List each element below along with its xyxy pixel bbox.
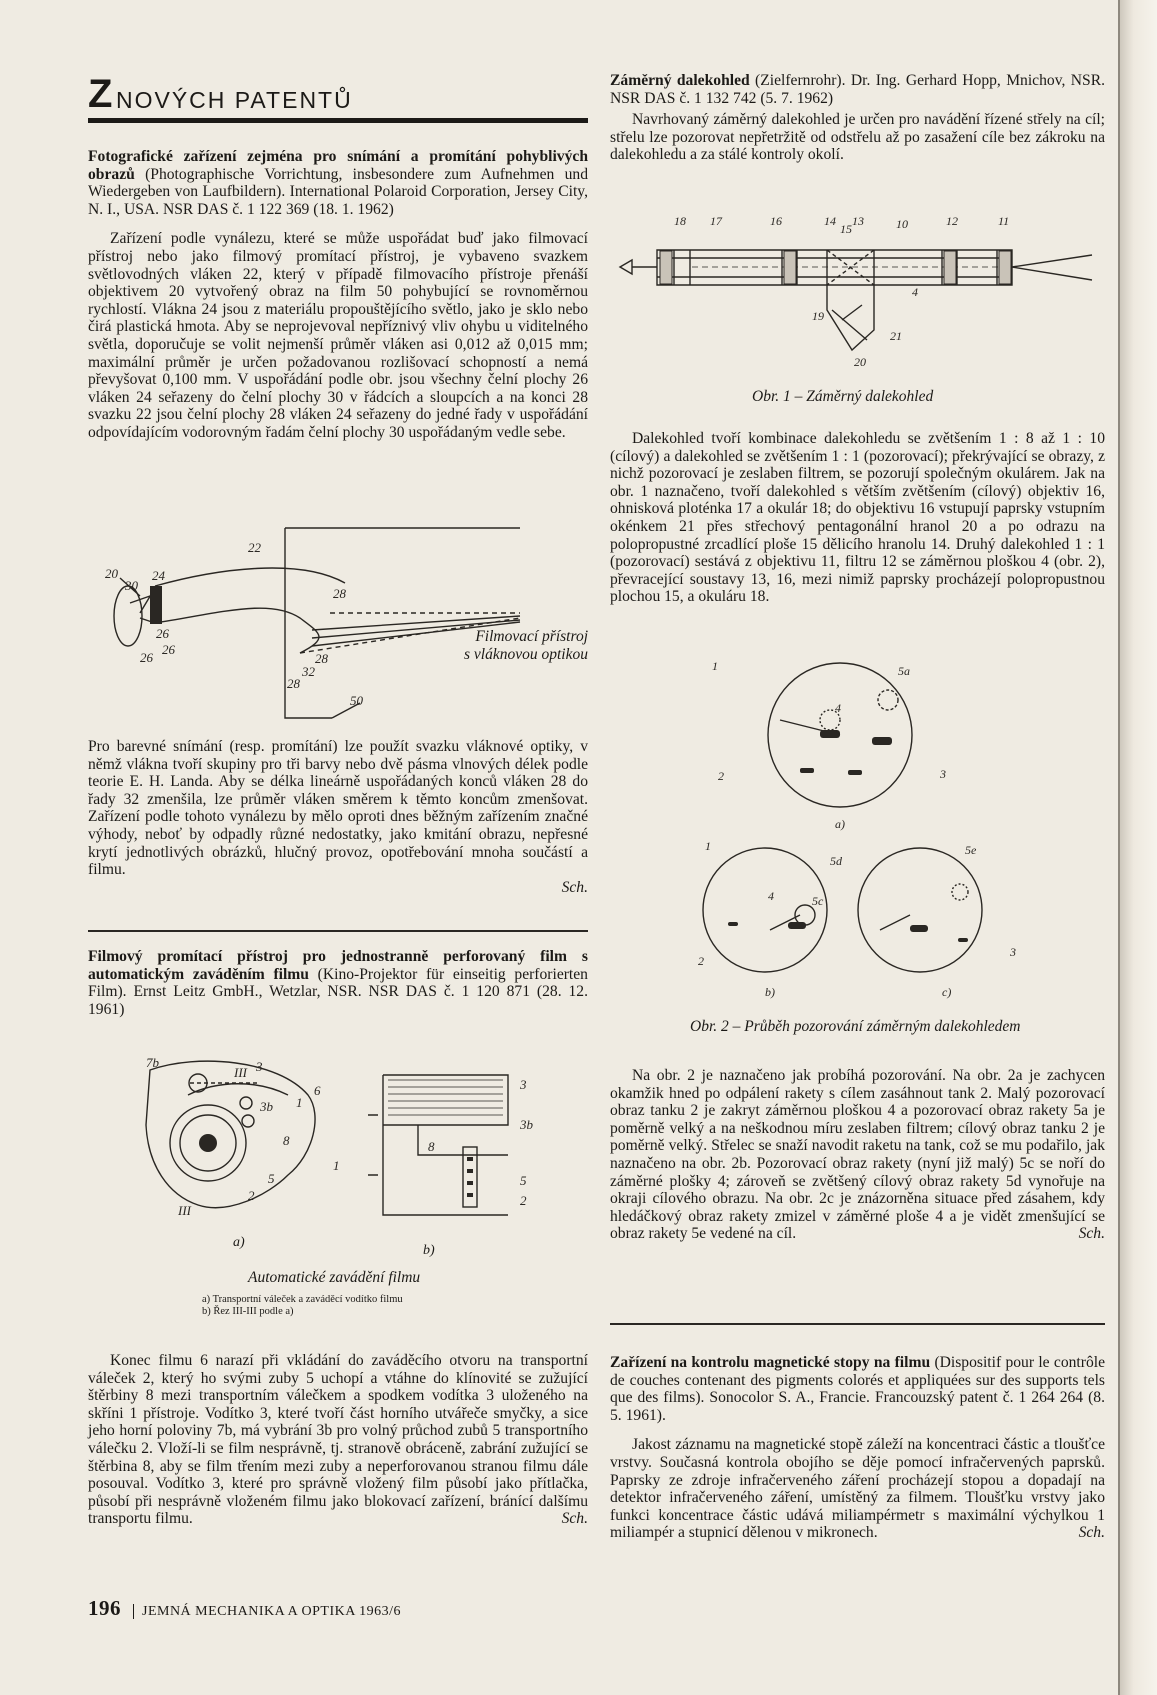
fig2-label: III xyxy=(178,1203,191,1218)
fig2-label: 3b xyxy=(520,1117,533,1132)
figure-sighting-telescope xyxy=(612,210,1107,405)
article-4-title: Zařízení na kontrolu magnetické stopy na filmu xyxy=(610,1354,931,1371)
fig4-label: 1 xyxy=(712,660,718,673)
header-rule xyxy=(88,118,588,123)
article-3-title: Záměrný dalekohled xyxy=(610,72,750,89)
section-header xyxy=(88,70,588,124)
article-3-body-1: Navrhovaný záměrný dalekohled je určen pro navádění řízené střely na cíl; střelu lze pozorovat nepřetržitě od odstřelu až po zasažení cíle bez zákroku na dalekohledu a za stálé kontroly okolí. xyxy=(610,111,1105,164)
fig2-label: III xyxy=(234,1065,247,1080)
fig2-sublabel-a: a) xyxy=(233,1235,245,1250)
article-2-meta: (Kino-Projektor für einseitig perforierten Film). Ernst Leitz GmbH., Wetzlar, NSR. NSR DAS č. 1 120 871 (28. 12. 1961) xyxy=(88,965,588,1018)
fig3-label: 4 xyxy=(912,285,918,299)
fig2-label: 5 xyxy=(268,1171,275,1186)
article-1-body-1: Zařízení podle vynálezu, které se může uspořádat buď jako filmovací přístroj nebo jako filmový promítací přístroj, je vybaveno svazkem světlovodných vláken 22, který v případě filmovacího přístroje přenáší objektivem 20 vytvořený obraz na film 50 pohybující se rovnoměrnou rychlostí. Vlákna 24 jsou z materiálu propouštějícího světlo, jako je sklo nebo čirá plastická hmota. Aby se neprojevoval nepříznivý vliv ohybu u viditelného světla, doporučuje se volit nejmenší průměr vláken asi 0,012 až 0,015 mm; maximální průměr je určen požadovanou rozlišovací schopností a nemá převyšovat 0,100 mm. V uspořádání podle obr. jsou všechny čelní plochy 26 vláken 24 seřazeny do čelní plochy 30 v řádcích a sloupcích a na konci 28 svazku 22 jsou čelní plochy 28 vláken 24 seřazeny do jedné řady v uspořádání odpovídajícím vodorovným řadám čelní plochy 30 uspořádaným vedle sebe. xyxy=(88,230,588,441)
figure-fibre-caption xyxy=(430,628,588,664)
fig3-label: 15 xyxy=(840,222,852,236)
fibre-optics-drawing xyxy=(100,518,590,723)
fig2-label: 8 xyxy=(283,1133,290,1148)
journal-name: JEMNÁ MECHANIKA A OPTIKA 1963/6 xyxy=(142,1604,401,1619)
fig1-label: 26 xyxy=(156,626,169,641)
figure-observation-caption: Obr. 2 – Průběh pozorování záměrným dalekohledem xyxy=(690,1018,1021,1035)
section-title: NOVÝCH PATENTŮ xyxy=(116,87,353,113)
article-2-title: Filmový promítací přístroj pro jednostranně perforovaný film s automatickým zaváděním filmu xyxy=(88,948,588,983)
fig3-label: 20 xyxy=(854,355,866,369)
fibre-end-face xyxy=(150,586,162,624)
article-3-body-2-wrap xyxy=(610,430,1105,606)
page-edge-binding xyxy=(1118,0,1157,1695)
fig1-label: 32 xyxy=(302,664,315,679)
article-2-head xyxy=(88,948,588,1018)
fig3-label: 17 xyxy=(710,214,722,228)
fig2-label: 1 xyxy=(333,1158,340,1173)
fig2-label: 3 xyxy=(520,1077,527,1092)
article-3-head xyxy=(610,72,1105,164)
fig3-label: 21 xyxy=(890,329,902,343)
article-3-sign: Sch. xyxy=(1078,1225,1105,1243)
fig1-label: 30 xyxy=(125,578,138,593)
fig4-label: 2 xyxy=(718,769,724,783)
fig1-label: 20 xyxy=(105,566,118,581)
article-separator xyxy=(610,1323,1105,1325)
figure-telescope-caption: Obr. 1 – Záměrný dalekohled xyxy=(752,388,934,405)
article-1-title: Fotografické zařízení zejména pro snímání a promítání pohyblivých obrazů xyxy=(88,148,588,183)
article-4-meta: (Dispositif pour le contrôle de couches contenant des pigments colorés et appliquées sur des supports tels que des films). Sonocolor S. A., Francie. Francouzský patent č. 1 264 264 (8. 5. 1961). xyxy=(610,1354,1105,1424)
page-number: 196 xyxy=(88,1596,121,1620)
fig4-label: 5c xyxy=(812,894,824,908)
figure-threading-caption: Automatické zavádění filmu xyxy=(248,1269,421,1286)
fig2-label: 6 xyxy=(314,1083,321,1098)
fig2-label: 5 xyxy=(520,1173,527,1188)
article-2-sign: Sch. xyxy=(561,1510,588,1528)
fig1-label: 50 xyxy=(350,693,363,708)
article-3-body-2: Dalekohled tvoří kombinace dalekohledu se zvětšením 1 : 8 až 1 : 10 (cílový) a dalekohled se zvětšením 1 : 1 (pozorovací); překrývající se obrazy, z nichž pozorovací je zeslaben filtrem, se pozorují společným okulárem. Jak na obr. 1 naznačeno, tvoří dalekohled s větším zvětšením (cílový) objektiv 16, ohnisková ploténka 17 a okulár 18; do objektivu 16 vstupují paprsky vstupním okénkem 21 přes střechový pentagonální hranol 20 a po odrazu na polopropustné zrcadlící ploše 15 dělicího hranolu 14. Druhý dalekohled 1 : 1 (pozorovací) sestává z objektivu 11, filtru 12 se záměrnou ploškou 4 (obr. 2), převracející soustavy 13, 16, mezi nimiž paprsky procházejí polopropustnou plochou 15, a okuláru 18. xyxy=(610,430,1105,606)
fig4-label: 3 xyxy=(940,767,946,781)
fig3-label: 19 xyxy=(812,309,824,323)
telescope-drawing xyxy=(612,210,1107,370)
fig3-label: 18 xyxy=(674,214,686,228)
fig4-label: 4 xyxy=(768,889,774,903)
article-4 xyxy=(610,1354,1105,1542)
fig2-label: 1 xyxy=(296,1095,303,1110)
fig2-label: 3b xyxy=(260,1099,273,1114)
article-separator xyxy=(88,930,588,932)
fig4-label: 2 xyxy=(698,954,704,968)
fig2-label: 3 xyxy=(256,1059,263,1074)
figure-observation-sequence xyxy=(640,660,1080,1040)
fig4-label: b) xyxy=(765,985,775,999)
fig2-label: 2 xyxy=(520,1193,527,1208)
fig1-label: 26 xyxy=(140,650,153,665)
fig3-label: 10 xyxy=(896,217,908,231)
subcaption-b: b) Řez III-III podle a) xyxy=(202,1306,294,1317)
fig4-label: 5a xyxy=(898,664,910,678)
caption-line: Filmovací přístroj xyxy=(475,628,588,645)
fig3-label: 16 xyxy=(770,214,782,228)
observation-drawing xyxy=(640,660,1080,1010)
figure-film-threading xyxy=(138,1055,578,1287)
article-1-tail xyxy=(88,738,588,896)
article-1-body-2: Pro barevné snímání (resp. promítání) lze použít svazku vláknové optiky, v němž vlákna tvoří skupiny pro tři barvy nebo dvě pásma vlnových délek podle teorie E. H. Landa. Aby se délka lineárně uspořádaných konců vláken 28 do řady 32 zmenšila, lze průměr vláken směrem k těmto koncům zmenšovat. Zařízení podle tohoto vynálezu by mělo oproti dnes běžným zařízením značné výhody, neboť by odpadly různé nedostatky, jako kmitání obrazu, nepřesné krytí jednotlivých obrázků, hlučný provoz, opotřebování mnoha součástí a filmu. xyxy=(88,738,588,879)
fig3-label: 12 xyxy=(946,214,958,228)
fig2-sublabel-b: b) xyxy=(423,1243,435,1258)
figure-fibre-optics xyxy=(100,518,590,723)
fig4-label: 3 xyxy=(1010,945,1016,959)
article-3-meta: (Zielfernrohr). Dr. Ing. Gerhard Hopp, Mnichov, NSR. NSR DAS č. 1 132 742 (5. 7. 1962) xyxy=(610,72,1105,107)
fig3-label: 14 xyxy=(824,214,836,228)
fig4-label: 5e xyxy=(965,843,977,857)
fig2-label: 8 xyxy=(428,1139,435,1154)
fig4-label: 5d xyxy=(830,854,842,868)
fig1-label: 26 xyxy=(162,642,175,657)
article-2-body xyxy=(88,1352,588,1528)
fig1-label: 24 xyxy=(152,568,165,583)
fig1-label: 28 xyxy=(315,651,328,666)
article-4-body-1: Jakost záznamu na magnetické stopě záleží na koncentraci částic a tloušťce vrstvy. Současná kontrola obojího se děje pomocí infračervených paprsků. Paprsky ze zdroje infračerveného záření procházejí stopou a dopadají na detektor infračerveného záření, umístěný za filmem. Tloušťku vrstvy jako funkci koncentrace částic udává miliampérmetr s maximální výchylkou 1 miliampér a stupnicí dělenou v mikronech. xyxy=(610,1436,1105,1542)
article-4-sign: Sch. xyxy=(1078,1524,1105,1542)
article-1-head xyxy=(88,148,588,442)
fig3-label: 13 xyxy=(852,214,864,228)
fig1-label: 28 xyxy=(287,676,300,691)
film-threading-drawing xyxy=(138,1055,578,1225)
figure-threading-subcaptions xyxy=(202,1294,403,1318)
article-2-body-1: Konec filmu 6 narazí při vkládání do zaváděcího otvoru na transportní váleček 2, který ho svými zuby 5 uchopí a vtáhne do klínovité se zužující štěrbiny 8 mezi transportním válečkem a spodkem vodítka 3 uloženého na skříni 1 přístroje. Vodítko 3, které tvoří část horního utvářeče smyčky, a sice jeho horní poloviny 7b, má vybrání 3b pro volný průchod zubů 5 transportního válečku 2. Vloží-li se film nesprávně, tj. stranově obráceně, zabrání zužující se štěrbina 8, aby se film třením mezi zuby a neperforovanou stranou filmu dále posouval. Vodítko 3, které pro správně vložený film působí jako přítlačka, působí při nesprávně vloženém filmu jako blokovací zařízení, bránící dalšímu transportu filmu. xyxy=(88,1352,588,1528)
fig4-label: 4 xyxy=(835,701,841,715)
footer-divider xyxy=(133,1604,134,1619)
fig3-label: 11 xyxy=(998,214,1010,228)
caption-line: s vláknovou optikou xyxy=(464,646,588,663)
fig1-label: 28 xyxy=(333,586,346,601)
article-1-meta: (Photographische Vorrichtung, insbesondere zum Aufnehmen und Wiedergeben von Laufbildern). International Polaroid Corporation, Jersey City, N. I., USA. NSR DAS č. 1 122 369 (18. 1. 1962) xyxy=(88,165,588,218)
article-3-body-3: Na obr. 2 je naznačeno jak probíhá pozorování. Na obr. 2a je zachycen okamžik hned po odpálení rakety s cílem zasáhnout tank 2. Malý pozorovací obraz tanku 2 je zakryt záměrnou ploškou 4 a pozorovací obraz rakety 5a je poměrně velký a na neškodnou míru zeslaben filtrem; cílový obraz tanku 2 je poměrně velký. Střelec se snaží navodit raketu na tank, což se mu podařilo, jak naznačeno na obr. 2b. Pozorovací obraz rakety (nyní již malý) 5c se noří do záměrné plošky 4; zároveň se zvětšený cílový obraz rakety 5d vynořuje na okraji cílového obrazu. Na obr. 2c je znázorněna situace před zásahem, kdy hledáčkový obraz rakety zmizel v záměrné ploše 4 a je vidět zmenšující se obraz rakety 5e vedené na cíl. xyxy=(610,1067,1105,1243)
fig4-label: 1 xyxy=(705,839,711,853)
section-initial: Z xyxy=(88,72,113,116)
article-1-sign: Sch. xyxy=(561,878,588,896)
fig4-label: c) xyxy=(942,985,952,999)
fig2-label: 7b xyxy=(146,1055,159,1070)
fig4-label: a) xyxy=(835,817,845,831)
fig2-label: 2 xyxy=(248,1188,255,1203)
article-3-body-3-wrap xyxy=(610,1067,1105,1243)
fig1-label: 22 xyxy=(248,540,261,555)
page-footer xyxy=(88,1596,401,1621)
subcaption-a: a) Transportní váleček a zaváděcí vodítko filmu xyxy=(202,1294,403,1305)
